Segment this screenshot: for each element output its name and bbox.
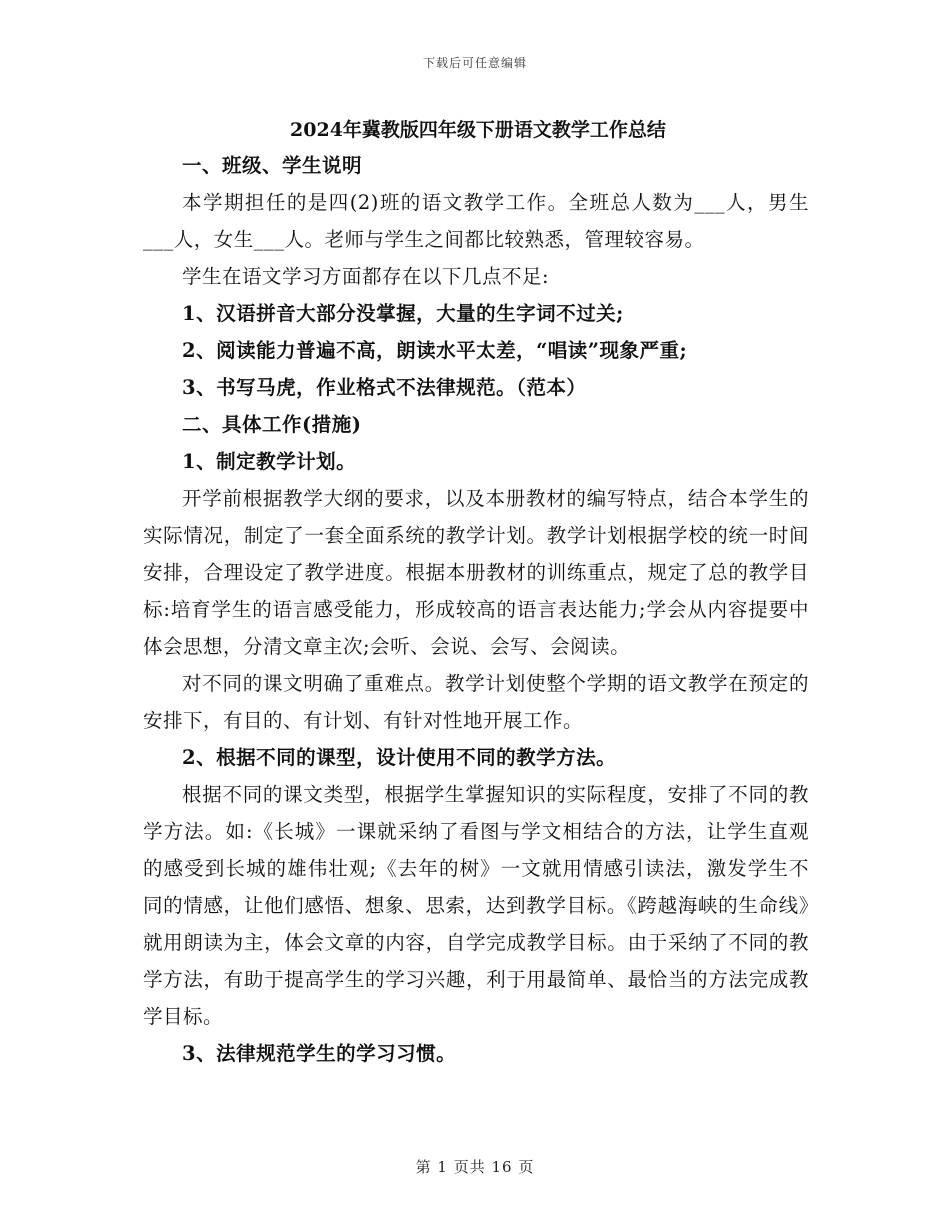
shortcoming-item-1: 1、汉语拼音大部分没掌握，大量的生字词不过关; — [182, 302, 624, 325]
paragraph-class-info: 本学期担任的是四(2)班的语文教学工作。全班总人数为___人，男生___人，女生___人。老师与学生之间都比较熟悉，管理较容易。 — [143, 191, 809, 251]
shortcoming-item-3: 3、书写马虎，作业格式不法律规范。（范本） — [182, 376, 587, 399]
paragraph-shortcomings-intro: 学生在语文学习方面都存在以下几点不足: — [182, 265, 550, 288]
section-heading-measures: 二、具体工作(措施) — [182, 413, 362, 436]
header-note: 下载后可任意编辑 — [422, 56, 527, 70]
subheading-teaching-plan: 1、制定教学计划。 — [182, 450, 357, 473]
shortcoming-item-2: 2、阅读能力普遍不高，朗读水平太差，“唱读”现象严重; — [182, 339, 688, 362]
document-body — [143, 113, 809, 1072]
paragraph-teaching-methods: 根据不同的课文类型，根据学生掌握知识的实际程度，安排了不同的教学方法。如:《长城》一课就采纳了看图与学文相结合的方法，让学生直观的感受到长城的雄伟壮观;《去年的树》一文就用情感引读法，激发学生不同的情感，让他们感悟、想象、思索，达到教学目标。《跨越海峡的生命线》就用朗读为主，体会文章的内容，自学完成教学目标。由于采纳了不同的教学方法，有助于提高学生的学习兴趣，利于用最简单、最恰当的方法完成教学目标。 — [143, 783, 809, 1028]
paragraph-teaching-plan: 开学前根据教学大纲的要求，以及本册教材的编写特点，结合本学生的实际情况，制定了一套全面系统的教学计划。教学计划根据学校的统一时间安排，合理设定了教学进度。根据本册教材的训练重点，规定了总的教学目标:培育学生的语言感受能力，形成较高的语言表达能力;学会从内容提要中体会思想，分清文章主次;会听、会说、会写、会阅读。 — [143, 487, 809, 658]
document-title: 2024年冀教版四年级下册语文教学工作总结 — [290, 119, 666, 141]
subheading-study-habits: 3、法律规范学生的学习习惯。 — [182, 1042, 457, 1065]
section-heading-class-students: 一、班级、学生说明 — [182, 154, 363, 177]
page-footer: 第 1 页共 16 页 — [415, 1158, 535, 1176]
subheading-teaching-methods: 2、根据不同的课型，设计使用不同的教学方法。 — [182, 746, 617, 769]
paragraph-key-points: 对不同的课文明确了重难点。教学计划使整个学期的语文教学在预定的安排下，有目的、有计划、有针对性地开展工作。 — [143, 672, 809, 732]
